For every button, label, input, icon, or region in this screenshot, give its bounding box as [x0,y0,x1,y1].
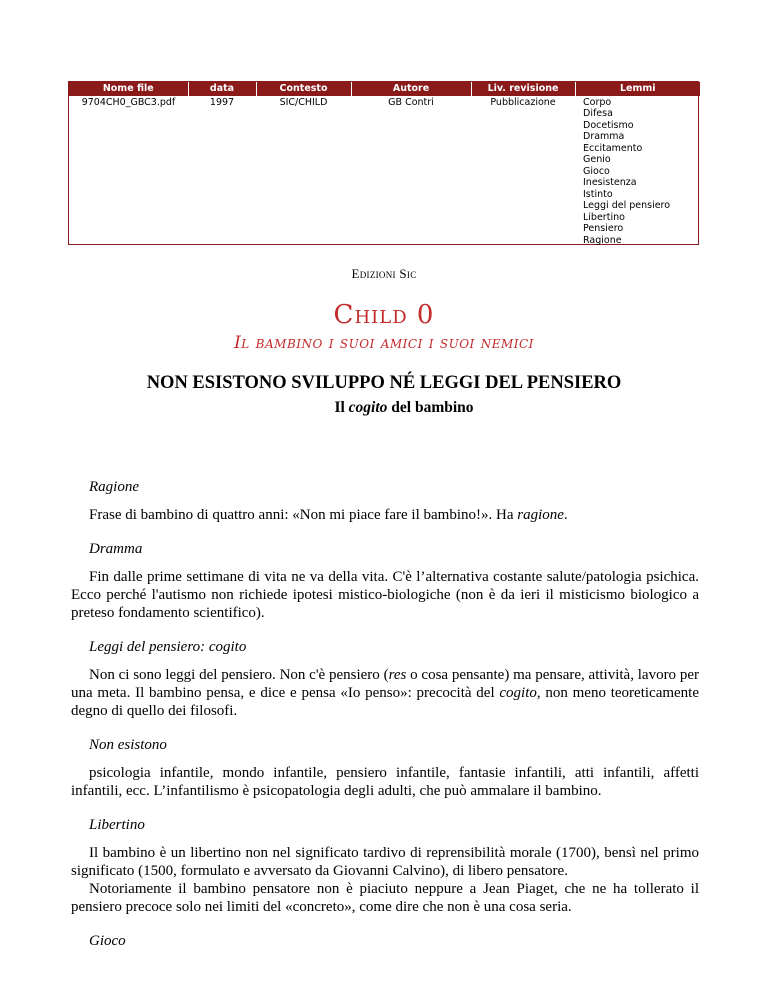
header-context: Contesto [256,82,351,96]
text-run: o cosa pensante) ma pensare, attività, lavoro per una meta. Il bambino pensa, e dice e pensa «Io penso»: precocità del [71,667,699,701]
lemma-item: Docetismo [583,119,634,131]
header-filename: Nome file [69,82,188,96]
cell-context: SIC/CHILD [279,96,328,108]
section-leggi-del-pensiero [71,638,699,720]
section-heading: Libertino [89,817,145,833]
subtitle-post: del bambino [387,399,474,416]
section-heading: Ragione [89,479,139,495]
header-date: data [188,82,256,96]
cell-lemmi [575,96,700,250]
header-revision: Liv. revisione [471,82,575,96]
book-title: Child 0 [333,300,435,330]
section-heading: Dramma [89,541,143,557]
header-author: Autore [351,82,471,96]
lemma-item: Libertino [583,211,625,223]
lemma-item: Pensiero [583,223,624,234]
article-body [71,478,699,966]
text-run: , non meno teoreticamente degno di quello dei filosofi. [71,685,700,719]
lemma-item: Istinto [583,188,613,200]
subtitle-pre: Il [334,399,349,416]
metadata-table [69,82,700,249]
paragraph [71,506,699,524]
lemma-item: Corpo [583,96,612,108]
text-run: . [563,507,568,523]
section-heading: Non esistono [89,737,167,753]
lemma-item: Eccitamento [583,142,643,154]
section-dramma [71,540,699,622]
section-ragione [71,478,699,524]
cell-revision: Pubblicazione [490,96,556,108]
text-emphasis: cogito [499,685,537,701]
publisher-name [0,266,768,282]
text-emphasis: ragione [517,507,564,523]
section-non-esistono [71,736,699,800]
article-title: NON ESISTONO SVILUPPO NÉ LEGGI DEL PENSIERO [146,373,622,393]
text-emphasis: res [388,667,407,683]
text-run: Non ci sono leggi del pensiero. Non c'è pensiero ( [89,667,389,683]
book-subtitle: Il bambino i suoi amici i suoi nemici [234,333,534,353]
section-heading: Leggi del pensiero: cogito [89,639,247,655]
subtitle-cogito: cogito [348,399,388,416]
publisher-text: Edizioni Sic [351,266,417,281]
metadata-header-row [69,82,700,96]
cell-date: 1997 [209,96,235,108]
cell-author: GB Contri [388,96,434,108]
section-gioco [71,932,699,950]
paragraph: Il bambino è un libertino non nel significato tardivo di reprensibilità morale (1700), bensì nel primo significato (1500, formulato e avversato da Giovanni Calvino), di libero pensatore. [71,845,699,879]
metadata-row [69,96,700,250]
lemma-item: Difesa [583,108,613,119]
paragraph: psicologia infantile, mondo infantile, pensiero infantile, fantasie infantili, atti infantili, affetti infantili, ecc. L’infantilismo è psicopatologia degli adulti, che può ammalare il bambino. [71,765,699,799]
paragraph: Notoriamente il bambino pensatore non è piaciuto neppure a Jean Piaget, che ne ha tollerato il pensiero precoce solo nei limiti del «concreto», come dire che non è una cosa seria. [71,881,699,915]
lemma-item: Leggi del pensiero [583,200,671,211]
article-subtitle [0,399,768,417]
lemma-item: Ragione [583,234,622,246]
lemma-item: Gioco [583,165,610,177]
lemma-item: Genio [583,154,611,165]
section-heading: Gioco [89,933,126,949]
cell-filename: 9704CH0_GBC3.pdf [81,96,176,108]
paragraph [71,666,699,720]
text-run: Frase di bambino di quattro anni: «Non mi piace fare il bambino!». Ha [89,507,518,523]
paragraph: Fin dalle prime settimane di vita ne va della vita. C'è l’alternativa costante salute/patologia psichica. Ecco perché l'autismo non richiede ipotesi mistico-biologiche (non è da ieri il misticismo biologico a preteso fondamento scientifico). [71,569,699,621]
lemma-item: Dramma [583,131,625,142]
section-libertino [71,816,699,916]
header-lemmi: Lemmi [575,82,700,96]
lemma-item: Inesistenza [583,177,637,188]
